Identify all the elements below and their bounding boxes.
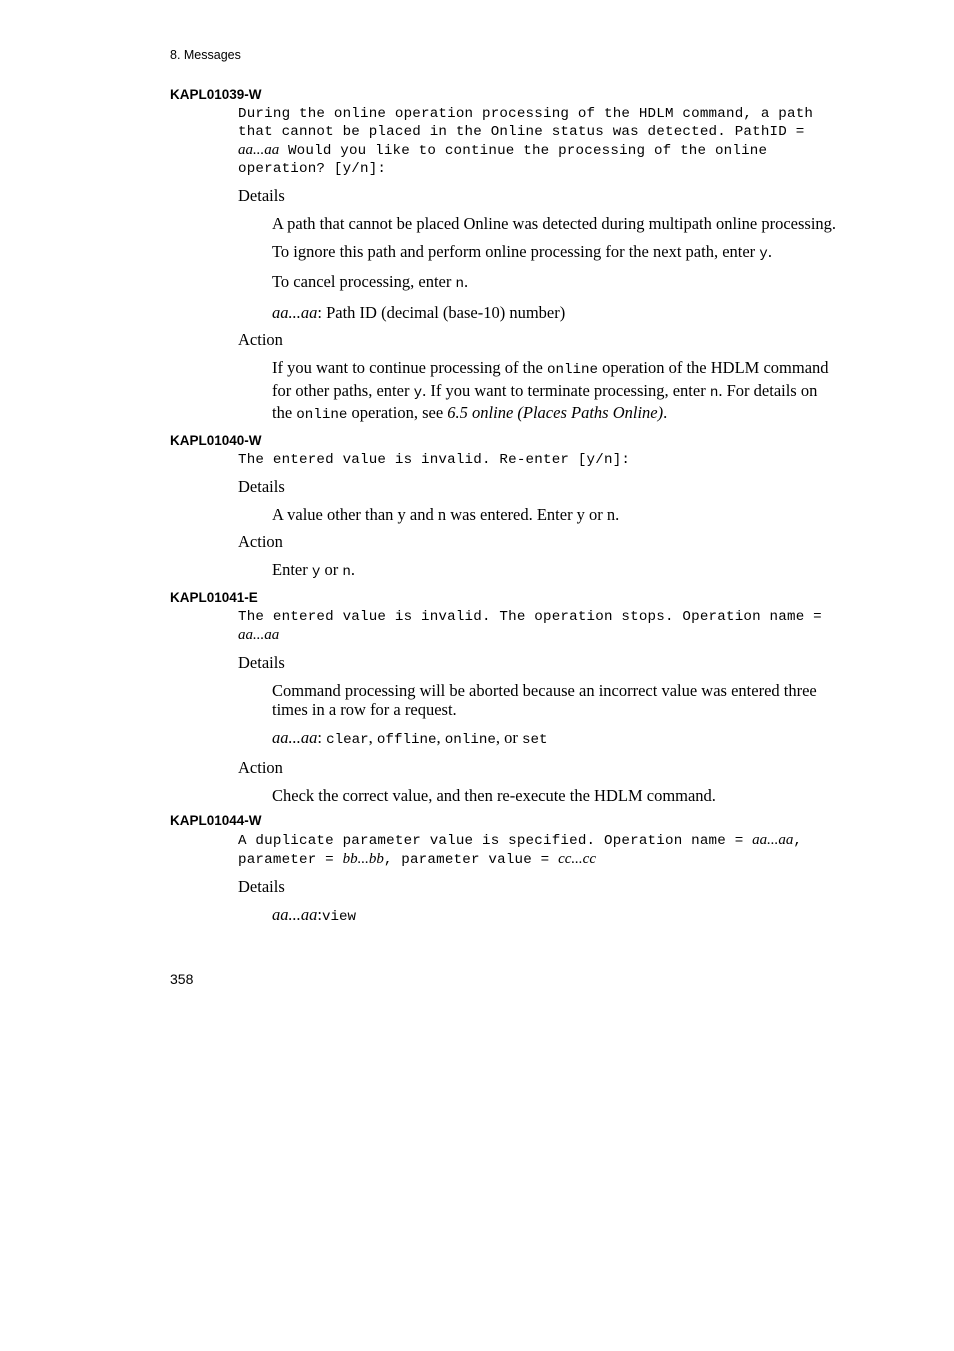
details-paragraph xyxy=(272,242,840,265)
text-run: If you want to continue processing of the xyxy=(272,358,547,377)
message-id: KAPL01039-W xyxy=(170,87,262,102)
text-run: . xyxy=(663,403,668,422)
code-literal: online xyxy=(546,362,599,378)
details-heading: Details xyxy=(238,186,285,205)
text-run: . If you want to terminate processing, enter xyxy=(422,380,710,400)
text-run: , parameter = xyxy=(238,832,803,868)
text-run: operation, see xyxy=(347,403,448,422)
placeholder-variable: aa...aa xyxy=(272,302,318,322)
details-paragraph xyxy=(272,214,840,234)
text-run: or xyxy=(320,560,343,579)
text-run: , parameter value = xyxy=(383,851,559,868)
text-run: Command processing will be aborted because an incorrect value was entered three times in a row for a request. xyxy=(272,680,817,719)
text-run: . xyxy=(464,272,469,291)
text-run: The entered value is invalid. The operation stops. Operation name = xyxy=(238,608,822,625)
action-paragraph xyxy=(272,358,840,426)
messages-content xyxy=(170,86,840,927)
code-literal: view xyxy=(321,908,357,925)
message-text xyxy=(238,105,840,178)
code-literal: offline xyxy=(376,731,437,748)
text-run: : xyxy=(317,904,322,924)
message-text xyxy=(238,831,840,869)
text-run: . xyxy=(767,241,772,261)
code-literal: n xyxy=(709,384,719,401)
text-run: The entered value is invalid. Re-enter [y/n]: xyxy=(238,451,631,468)
placeholder-variable: aa...aa xyxy=(238,142,280,158)
details-paragraph xyxy=(272,272,840,295)
text-run: Would you like to continue the processing of the online operation? [y/n]: xyxy=(238,143,768,177)
placeholder-variable: aa...aa xyxy=(238,626,280,643)
message-entry xyxy=(170,432,840,583)
placeholder-variable: cc...cc xyxy=(558,850,596,867)
details-paragraph xyxy=(272,728,840,751)
text-run: To cancel processing, enter xyxy=(272,272,456,291)
details-paragraph xyxy=(272,681,840,720)
text-run: : Path ID (decimal (base-10) number) xyxy=(317,302,566,322)
details-heading: Details xyxy=(238,652,285,672)
action-heading: Action xyxy=(238,330,283,349)
text-run: : xyxy=(317,727,327,747)
code-literal: y xyxy=(311,564,321,580)
running-head: 8. Messages xyxy=(170,48,241,62)
code-literal: n xyxy=(342,564,351,580)
text-run: operation of the HDLM command for other paths, enter xyxy=(272,358,829,400)
code-literal: y xyxy=(413,384,423,401)
details-heading: Details xyxy=(238,476,285,496)
message-text xyxy=(238,608,840,645)
text-run: , xyxy=(368,727,377,747)
code-literal: online xyxy=(444,731,496,748)
placeholder-variable: aa...aa xyxy=(752,831,794,848)
action-heading: Action xyxy=(238,758,283,777)
text-run: To ignore this path and perform online processing for the next path, enter xyxy=(272,241,760,261)
text-run: , xyxy=(436,727,445,747)
placeholder-variable: aa...aa xyxy=(272,727,318,747)
message-id: KAPL01041-E xyxy=(170,589,258,605)
code-literal: n xyxy=(455,276,464,292)
message-text xyxy=(238,451,840,469)
details-heading: Details xyxy=(238,876,285,896)
message-entry xyxy=(170,812,840,928)
message-entry xyxy=(170,589,840,806)
message-id: KAPL01044-W xyxy=(170,812,262,828)
text-run: , or xyxy=(495,727,522,747)
text-run: . For details on the xyxy=(272,380,818,422)
details-paragraph xyxy=(272,303,840,323)
text-run: A path that cannot be placed Online was detected during multipath online processing. xyxy=(272,214,837,233)
text-run: Check the correct value, and then re-execute the HDLM command. xyxy=(272,786,716,805)
text-run: During the online operation processing of the HDLM command, a path that cannot be placed in the Online status was detected. PathID = xyxy=(238,106,814,140)
code-literal: online xyxy=(296,407,348,423)
placeholder-variable: bb...bb xyxy=(342,850,384,867)
code-literal: y xyxy=(759,245,768,262)
message-entry xyxy=(170,86,840,426)
message-id: KAPL01040-W xyxy=(170,432,262,448)
placeholder-variable: aa...aa xyxy=(272,904,318,924)
code-literal: clear xyxy=(326,731,369,748)
action-paragraph xyxy=(272,560,840,583)
action-paragraph xyxy=(272,786,840,806)
text-run: Enter xyxy=(272,560,312,579)
text-run: A value other than y and n was entered. Enter y or n. xyxy=(272,504,620,524)
code-literal: set xyxy=(522,731,548,748)
action-heading: Action xyxy=(238,532,283,551)
text-run: A duplicate parameter value is specified. Operation name = xyxy=(238,832,753,849)
details-paragraph xyxy=(272,905,840,928)
placeholder-variable: 6.5 online (Places Paths Online) xyxy=(447,403,664,422)
text-run: . xyxy=(350,560,356,579)
details-paragraph xyxy=(272,505,840,525)
page-number: 358 xyxy=(170,971,194,987)
